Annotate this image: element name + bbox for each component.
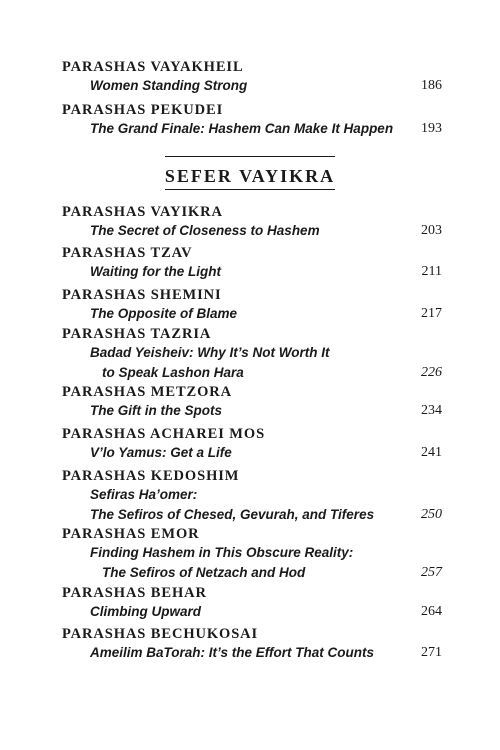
toc-entry-vayikra[interactable]	[62, 204, 442, 241]
chapter-title: The Grand Finale: Hashem Can Make It Happen	[90, 121, 394, 136]
toc-entry-pekudei[interactable]	[62, 102, 442, 139]
page-number: 241	[421, 445, 442, 460]
parasha-name: PARASHAS TZAV	[62, 245, 193, 261]
section-rule-top	[165, 156, 335, 157]
page-number: 271	[421, 645, 442, 660]
toc-entry-behar[interactable]	[62, 585, 442, 622]
page-number: 234	[421, 403, 442, 418]
parasha-name: PARASHAS BECHUKOSAI	[62, 626, 259, 642]
chapter-title-continued: The Sefiros of Netzach and Hod	[102, 565, 306, 580]
toc-entry-metzora[interactable]	[62, 384, 442, 421]
parasha-name: PARASHAS VAYIKRA	[62, 204, 223, 220]
page-number: 203	[421, 223, 442, 238]
toc-entry-emor[interactable]	[62, 526, 442, 583]
chapter-title: Waiting for the Light	[90, 264, 221, 279]
toc-entry-tzav[interactable]	[62, 245, 442, 282]
parasha-name: PARASHAS ACHAREI MOS	[62, 426, 266, 442]
page-number: 257	[421, 565, 442, 580]
chapter-title: The Opposite of Blame	[90, 306, 238, 321]
parasha-name: PARASHAS BEHAR	[62, 585, 207, 601]
chapter-title-continued: The Sefiros of Chesed, Gevurah, and Tiferes	[90, 507, 375, 522]
page-number: 211	[421, 264, 442, 279]
page-number: 250	[421, 507, 442, 522]
chapter-title: The Secret of Closeness to Hashem	[90, 223, 320, 238]
page-number: 193	[421, 121, 442, 136]
chapter-title: Women Standing Strong	[90, 78, 248, 93]
page-number: 186	[421, 78, 442, 93]
page-number: 264	[421, 604, 442, 619]
toc-entry-vayakheil[interactable]	[62, 59, 442, 96]
section-rule-bottom	[165, 189, 335, 190]
chapter-title-continued: to Speak Lashon Hara	[102, 365, 244, 380]
chapter-title: Finding Hashem in This Obscure Reality:	[90, 545, 354, 560]
chapter-title: V’lo Yamus: Get a Life	[90, 445, 232, 460]
toc-entry-bechukosai[interactable]	[62, 626, 442, 663]
parasha-name: PARASHAS PEKUDEI	[62, 102, 224, 118]
chapter-title: Badad Yeisheiv: Why It’s Not Worth It	[90, 345, 330, 360]
toc-entry-shemini[interactable]	[62, 287, 442, 324]
parasha-name: PARASHAS VAYAKHEIL	[62, 59, 244, 75]
chapter-title: Sefiras Ha’omer:	[90, 487, 198, 502]
toc-entry-kedoshim[interactable]	[62, 468, 442, 525]
toc-entry-tazria[interactable]	[62, 326, 442, 383]
parasha-name: PARASHAS METZORA	[62, 384, 233, 400]
toc-entry-acharei-mos[interactable]	[62, 426, 442, 463]
parasha-name: PARASHAS SHEMINI	[62, 287, 222, 303]
page-number: 226	[421, 365, 442, 380]
chapter-title: The Gift in the Spots	[90, 403, 222, 418]
chapter-title: Ameilim BaTorah: It’s the Effort That Counts	[90, 645, 375, 660]
page-number: 217	[421, 306, 442, 321]
section-title: SEFER VAYIKRA	[164, 166, 336, 186]
chapter-title: Climbing Upward	[90, 604, 201, 619]
parasha-name: PARASHAS KEDOSHIM	[62, 468, 240, 484]
parasha-name: PARASHAS EMOR	[62, 526, 200, 542]
parasha-name: PARASHAS TAZRIA	[62, 326, 212, 342]
